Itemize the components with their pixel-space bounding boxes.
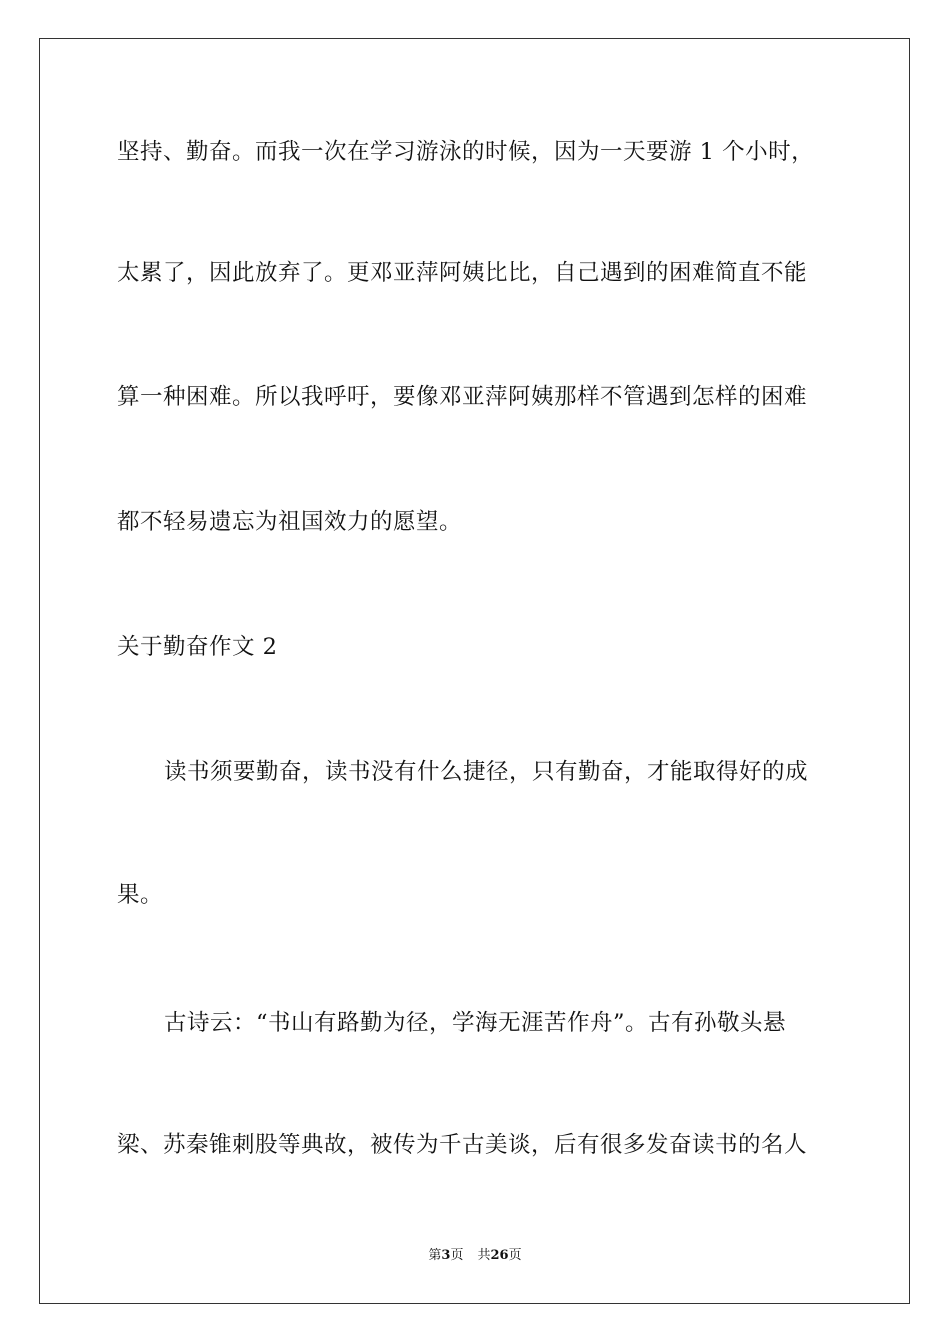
total-suffix: 页 [508,1248,522,1263]
page-suffix: 页 [450,1248,464,1263]
body-line-3: 算一种困难。所以我呼吁，要像邓亚萍阿姨那样不管遇到怎样的困难 [117,384,808,410]
paragraph-1-line-2: 果。 [117,882,164,908]
body-line-4: 都不轻易遗忘为祖国效力的愿望。 [117,509,463,535]
page-prefix: 第 [428,1248,442,1263]
paragraph-1-line-1: 读书须要勤奋，读书没有什么捷径，只有勤奋，才能取得好的成 [164,759,809,785]
page-border [39,38,910,1304]
paragraph-2-line-1: 古诗云：“书山有路勤为径，学海无涯苦作舟”。古有孙敬头悬 [164,1010,787,1036]
page-number-footer [0,1247,950,1265]
current-page-number: 3 [441,1248,451,1263]
body-line-2: 太累了，因此放弃了。更邓亚萍阿姨比比，自己遇到的困难简直不能 [117,260,808,286]
total-page-number: 26 [490,1248,509,1263]
total-prefix: 共 [477,1248,491,1263]
section-heading: 关于勤奋作文 2 [117,634,278,660]
body-line-1: 坚持、勤奋。而我一次在学习游泳的时候，因为一天要游 1 个小时， [117,139,815,165]
paragraph-2-line-2: 梁、苏秦锥刺股等典故，被传为千古美谈，后有很多发奋读书的名人 [117,1132,808,1158]
